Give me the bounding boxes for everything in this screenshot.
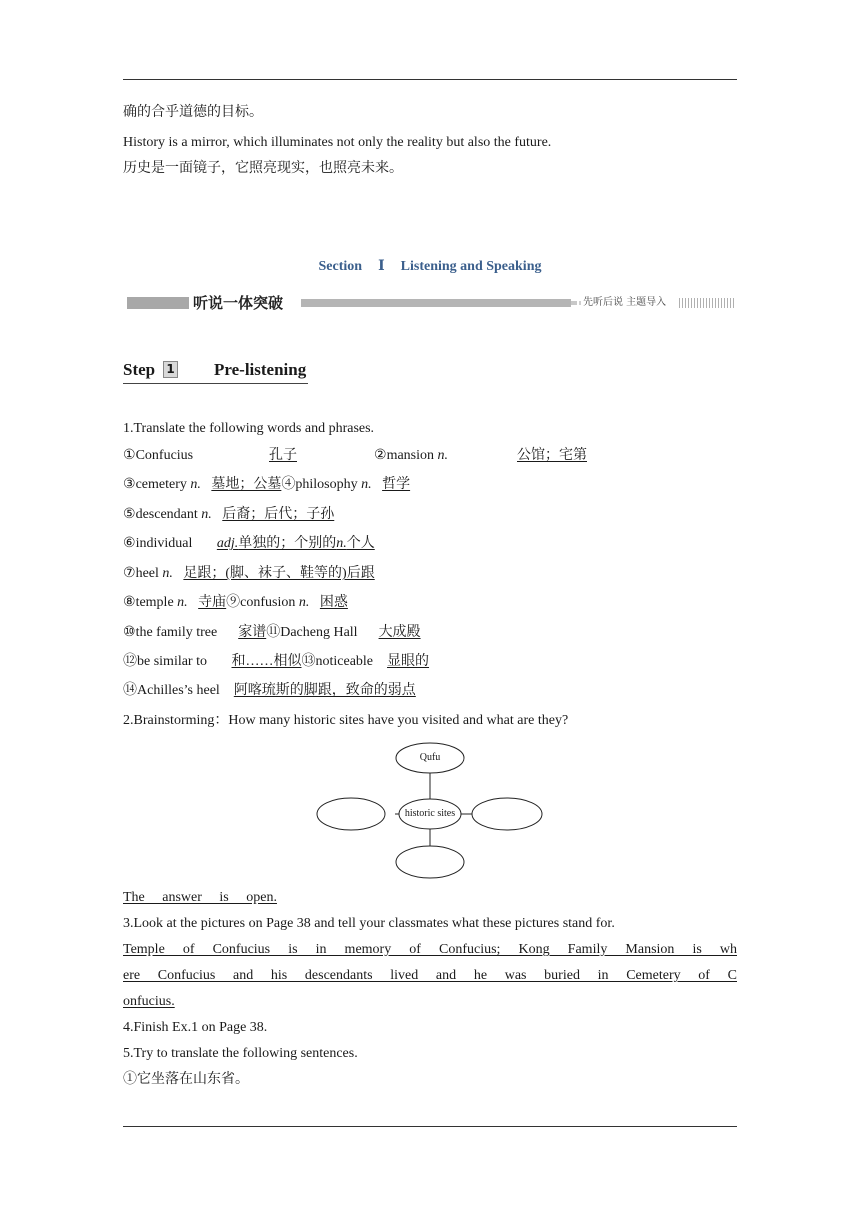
vocab-row-8 bbox=[123, 653, 429, 671]
q4-prompt: 4.Finish Ex.1 on Page 38. bbox=[123, 1020, 268, 1035]
vocab-pos: n. bbox=[162, 566, 173, 581]
section-banner bbox=[127, 294, 737, 312]
vocab-row-4 bbox=[123, 535, 375, 553]
vocab-pos: n. bbox=[190, 477, 201, 492]
vocab-term: Achilles’s heel bbox=[137, 683, 220, 698]
vocab-num: ⑫ bbox=[123, 654, 137, 669]
vocab-item-2 bbox=[374, 447, 448, 465]
vocab-row-2 bbox=[123, 476, 410, 494]
banner-right-text: 先听后说 主题导入 bbox=[583, 297, 667, 308]
top-rule bbox=[123, 79, 737, 80]
step-underline bbox=[123, 383, 308, 384]
vocab-term: heel bbox=[135, 566, 159, 581]
vocab-term: philosophy bbox=[295, 477, 358, 492]
vocab-term: descendant bbox=[135, 507, 198, 522]
node-right bbox=[472, 798, 542, 830]
step-number: 1 bbox=[166, 362, 175, 376]
q1-prompt: 1.Translate the following words and phrases. bbox=[123, 421, 375, 436]
vocab-answer: 后裔；后代；子孙 bbox=[222, 507, 335, 522]
vocab-answer: 墓地；公墓 bbox=[211, 477, 282, 492]
vocab-pos: n. bbox=[177, 595, 188, 610]
vocab-num: ④ bbox=[281, 477, 296, 492]
node-bottom bbox=[396, 846, 464, 878]
historic-sites-diagram bbox=[315, 740, 545, 880]
vocab-pos-2: n. bbox=[336, 536, 347, 551]
vocab-num: ⑭ bbox=[123, 683, 137, 698]
section-name: Listening and Speaking bbox=[400, 259, 542, 274]
q3-prompt: 3.Look at the pictures on Page 38 and tell your classmates what these pictures stand for. bbox=[123, 916, 615, 931]
vocab-pos: n. bbox=[298, 595, 310, 610]
vocab-term: Dacheng Hall bbox=[280, 625, 358, 640]
q2-answer: The answer is open. bbox=[123, 890, 277, 905]
vocab-pos: n. bbox=[201, 507, 212, 522]
vocab-answer: 单独的；个别的 bbox=[238, 536, 337, 551]
vocab-term: the family tree bbox=[135, 625, 218, 640]
vocab-answer: 和……相似 bbox=[231, 654, 302, 669]
q3-answer-line-3: onfucius. bbox=[123, 994, 175, 1009]
node-left bbox=[317, 798, 385, 830]
section-numeral: Ⅰ bbox=[378, 259, 385, 274]
q5-sentence-1: ①它坐落在山东省。 bbox=[123, 1072, 249, 1087]
banner-left-text: 听说一体突破 bbox=[193, 294, 284, 312]
q2-prompt: 2.Brainstorming：How many historic sites have you visited and what are they? bbox=[123, 713, 569, 728]
vocab-num: ⑥ bbox=[123, 536, 136, 551]
vocab-answer: 阿喀琉斯的脚跟，致命的弱点 bbox=[233, 683, 416, 698]
vocab-term: mansion bbox=[386, 448, 435, 463]
vocab-answer: 孔子 bbox=[269, 448, 297, 463]
bottom-rule bbox=[123, 1126, 737, 1127]
vocab-num: ⑬ bbox=[301, 654, 316, 669]
vocab-term: confusion bbox=[240, 595, 296, 610]
vocab-term: individual bbox=[135, 536, 193, 551]
vocab-pos: n. bbox=[437, 448, 449, 463]
vocab-num: ⑦ bbox=[123, 566, 136, 581]
vocab-pos: n. bbox=[361, 477, 372, 492]
vocab-row-6 bbox=[123, 594, 348, 612]
step-number-badge bbox=[163, 361, 178, 378]
vocab-answer-2: 个人 bbox=[346, 536, 375, 551]
vocab-num: ② bbox=[374, 448, 387, 463]
vocab-answer: 显眼的 bbox=[387, 654, 430, 669]
vocab-answer: 哲学 bbox=[382, 477, 411, 492]
q3-answer-line-1: Temple of Confucius is in memory of Confucius; Kong Family Mansion is wh bbox=[123, 942, 737, 957]
vocab-term: temple bbox=[135, 595, 174, 610]
vocab-answer: 困惑 bbox=[319, 595, 348, 610]
vocab-answer: 公馆；宅第 bbox=[517, 448, 587, 463]
vocab-answer: 家谱 bbox=[238, 625, 267, 640]
step-title: Pre-listening bbox=[214, 360, 307, 379]
vocab-term: Confucius bbox=[135, 448, 194, 463]
vocab-term: cemetery bbox=[135, 477, 187, 492]
q5-prompt: 5.Try to translate the following sentences. bbox=[123, 1046, 358, 1061]
vocab-pos: adj. bbox=[216, 536, 239, 551]
vocab-num: ① bbox=[123, 448, 136, 463]
vocab-row-7 bbox=[123, 624, 421, 642]
intro-line-3: 历史是一面镜子，它照亮现实，也照亮未来。 bbox=[123, 161, 403, 176]
vocab-row-5 bbox=[123, 565, 375, 583]
vocab-row-3 bbox=[123, 506, 334, 524]
vocab-term: noticeable bbox=[315, 654, 374, 669]
vocab-answer: 寺庙 bbox=[198, 595, 227, 610]
section-label: Section bbox=[318, 259, 363, 274]
section-title bbox=[0, 258, 860, 275]
node-top-label: Qufu bbox=[419, 752, 441, 763]
vocab-num: ⑤ bbox=[123, 507, 136, 522]
step-label: Step bbox=[123, 360, 156, 379]
vocab-num: ⑨ bbox=[226, 595, 241, 610]
vocab-answer: 大成殿 bbox=[378, 625, 421, 640]
q3-answer-line-2: ere Confucius and his descendants lived and he was buried in Cemetery of C bbox=[123, 968, 737, 983]
intro-line-1: 确的合乎道德的目标。 bbox=[123, 105, 263, 120]
vocab-num: ⑪ bbox=[266, 625, 281, 640]
node-center-label: historic sites bbox=[404, 808, 456, 819]
vocab-term: be similar to bbox=[137, 654, 207, 669]
vocab-num: ⑧ bbox=[123, 595, 136, 610]
vocab-num: ③ bbox=[123, 477, 136, 492]
vocab-answer: 足跟；(脚、袜子、鞋等的)后跟 bbox=[183, 566, 375, 581]
step-heading bbox=[123, 358, 313, 384]
vocab-row-9 bbox=[123, 682, 416, 700]
vocab-num: ⑩ bbox=[123, 625, 136, 640]
intro-line-2: History is a mirror, which illuminates not only the reality but also the future. bbox=[123, 135, 552, 150]
vocab-row-1 bbox=[123, 447, 737, 465]
